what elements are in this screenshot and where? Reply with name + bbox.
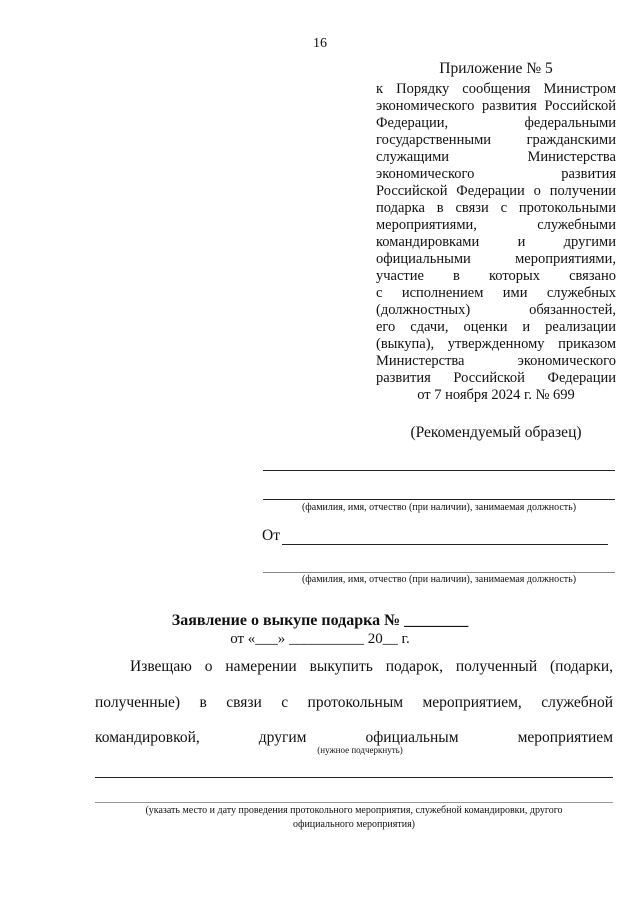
statement-date-line: от «___» __________ 20__ г.: [230, 631, 410, 647]
recipient-line-1[interactable]: [263, 470, 615, 471]
appendix-line: государственными гражданскими: [376, 132, 616, 148]
appendix-line: мероприятиями, служебными: [376, 217, 616, 233]
appendix-line: экономического развития: [376, 166, 616, 182]
appendix-title: Приложение № 5: [439, 60, 553, 77]
appendix-line: с исполнением ими служебных: [376, 285, 616, 301]
appendix-line: официальными мероприятиями,: [376, 251, 616, 267]
from-line[interactable]: [282, 544, 608, 545]
appendix-line: развития Российской Федерации: [376, 370, 616, 386]
appendix-line: Российской Федерации о получении: [376, 183, 616, 199]
appendix-line: (выкупа), утвержденному приказом: [376, 336, 616, 352]
from-label: От: [262, 527, 280, 544]
appendix-line: к Порядку сообщения Министром: [376, 81, 616, 97]
statement-line-2: полученные) в связи с протокольным мероприятием, служебной: [95, 694, 613, 711]
statement-line-1: Извещаю о намерении выкупить подарок, полученный (подарки,: [130, 658, 613, 675]
appendix-line: экономического развития Российской: [376, 98, 616, 114]
appendix-line: служащими Министерства: [376, 149, 616, 165]
recipient-caption: (фамилия, имя, отчество (при наличии), занимаемая должность): [301, 502, 577, 513]
page-number: 16: [313, 36, 327, 51]
event-place-caption-1: (указать место и дату проведения протокольного мероприятия, служебной командировки, другого: [145, 805, 563, 816]
statement-title: Заявление о выкупе подарка № ________: [171, 612, 469, 629]
statement-line-3: командировкой, другим официальным мероприятием: [95, 729, 613, 746]
from-line-2[interactable]: [263, 572, 615, 573]
appendix-line: Министерства экономического: [376, 353, 616, 369]
appendix-line: командировками и другими: [376, 234, 616, 250]
appendix-line: от 7 ноября 2024 г. № 699: [417, 387, 575, 403]
underline-hint: (нужное подчеркнуть): [317, 745, 403, 755]
event-place-caption-2: официального мероприятия): [292, 819, 416, 830]
appendix-line: его сдачи, оценки и реализации: [376, 319, 616, 335]
appendix-line: Федерации, федеральными: [376, 115, 616, 131]
appendix-line: участие в которых связано: [376, 268, 616, 284]
recipient-line-2[interactable]: [263, 499, 615, 500]
appendix-body: [376, 81, 616, 404]
event-place-line-1[interactable]: [95, 777, 613, 778]
appendix-line: (должностных) обязанностей,: [376, 302, 616, 318]
recommended-sample-label: (Рекомендуемый образец): [410, 424, 582, 441]
from-caption: (фамилия, имя, отчество (при наличии), занимаемая должность): [301, 574, 577, 585]
appendix-line: подарка в связи с протокольными: [376, 200, 616, 216]
event-place-line-2[interactable]: [95, 802, 613, 803]
